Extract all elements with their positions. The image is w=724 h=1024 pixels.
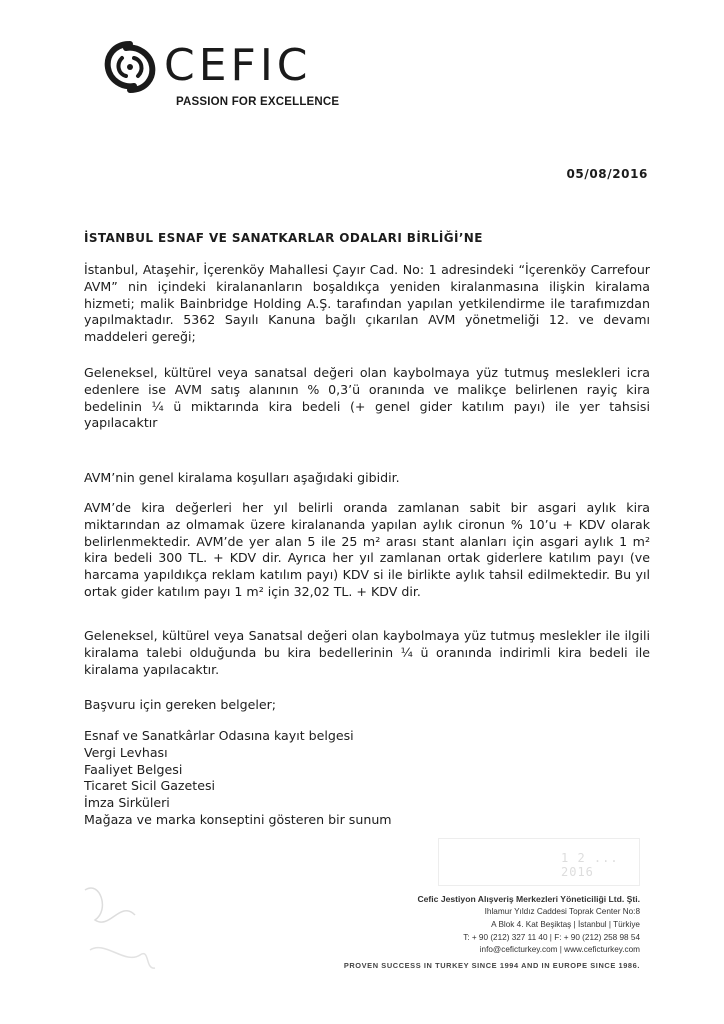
list-item: Vergi Levhası xyxy=(84,744,168,760)
list-item: Ticaret Sicil Gazetesi xyxy=(84,778,216,794)
letter-recipient: İSTANBUL ESNAF VE SANATKARLAR ODALARI BİRLİĞİ’NE xyxy=(84,231,483,245)
logo-wordmark: CEFIC xyxy=(164,40,312,91)
list-item: Mağaza ve marka konseptini gösteren bir sunum xyxy=(84,811,392,827)
footer-slogan: PROVEN SUCCESS IN TURKEY SINCE 1994 AND IN EUROPE SINCE 1986. xyxy=(343,961,640,971)
footer-web: info@ceficturkey.com | www.ceficturkey.com xyxy=(479,945,640,955)
footer-address-line-1: Ihlamur Yıldız Caddesi Toprak Center No:8 xyxy=(484,907,640,916)
letter-footer xyxy=(344,893,640,973)
list-item: İmza Sirküleri xyxy=(84,795,170,811)
handwriting-marks-icon xyxy=(80,870,160,990)
paragraph-traditional-crafts: Geleneksel, kültürel veya sanatsal değeri olan kaybolmaya yüz tutmuş meslekleri icra edenlere ise AVM satış alanının % 0,3’ü oranında ve malikçe belirlenen rayiç kira bedelinin ¼ ü miktarında kira bedeli (+ genel gider katılım payı) ile yer tahsisi yapılacaktır xyxy=(84,365,650,431)
stamp-date: 1 2 ... 2016 xyxy=(561,851,619,879)
paragraph-discount: Geleneksel, kültürel veya Sanatsal değeri olan kaybolmaya yüz tutmuş meslekler ile ilgili kiralama talebi olduğunda bu kira bedellerinin ¼ ü oranında indirimli kira bedeli ile kiralama yapılacaktır. xyxy=(84,628,650,677)
logo-tagline: PASSION FOR EXCELLENCE xyxy=(176,96,340,108)
cefic-swirl-logo-icon xyxy=(100,38,160,96)
company-logo xyxy=(100,38,340,116)
paragraph-required-docs-heading: Başvuru için gereken belgeler; xyxy=(84,697,277,712)
letter-date: 05/08/2016 xyxy=(566,167,648,181)
footer-address-line-2: A Blok 4. Kat Beşiktaş | İstanbul | Türkiye xyxy=(491,919,640,929)
required-documents-list xyxy=(84,728,392,829)
paragraph-rent-terms: AVM’de kira değerleri her yıl belirli oranda zamlanan sabit bir asgari aylık kira miktarından az olmamak üzere kiralananda yapılan aylık cironun % 10’u + KDV olarak belirlenmektedir. AVM’de yer alan 5 ile 25 m² arası stant alanları için asgari aylık 1 m² kira bedeli 300 TL. + KDV dir. Ayrıca her yıl zamlanan ortak giderlere katılım payı (ve harcama yapıldıkça reklam katılım payı) KDV si ile birlikte aylık tahsil edilmektedir. Bu yıl ortak gider katılım payı 1 m² için 32,02 TL. + KDV dir. xyxy=(84,500,650,599)
footer-phone: T: + 90 (212) 327 11 40 | F: + 90 (212) 258 98 54 xyxy=(463,932,640,942)
list-item: Faaliyet Belgesi xyxy=(84,761,183,777)
received-stamp xyxy=(438,838,640,886)
list-item: Esnaf ve Sanatkârlar Odasına kayıt belgesi xyxy=(84,728,354,743)
paragraph-intro: İstanbul, Ataşehir, İçerenköy Mahallesi Çayır Cad. No: 1 adresindeki “İçerenköy Carrefour AVM” nin içindeki kiralananların boşaldıkça yeniden kiralanmasına ilişkin kiralama hizmeti; malik Bainbridge Holding A.Ş. tarafından yapılan yetkilendirme ile tarafımızdan yapılmaktadır. 5362 Sayılı Kanuna bağlı çıkarılan AVM yönetmeliği 12. ve devamı maddeleri gereği; xyxy=(84,262,650,345)
footer-company-name: Cefic Jestiyon Alışveriş Merkezleri Yöneticiliği Ltd. Şti. xyxy=(417,894,640,904)
paragraph-general-conditions: AVM’nin genel kiralama koşulları aşağıdaki gibidir. xyxy=(84,470,400,485)
